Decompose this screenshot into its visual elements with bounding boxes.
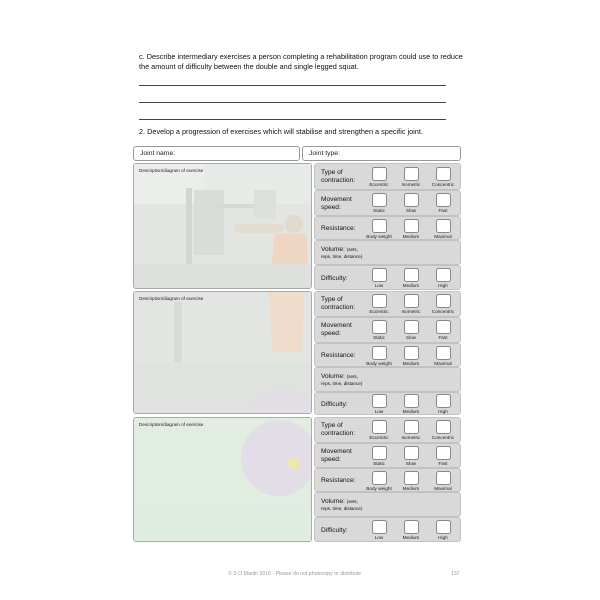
medium-difficulty-option[interactable]: Medium: [393, 268, 429, 289]
low-option[interactable]: Low: [361, 520, 397, 541]
resistance-label: Resistance:: [321, 477, 356, 484]
concentric-checkbox[interactable]: [436, 420, 451, 434]
body-weight-option[interactable]: Body weight: [361, 471, 397, 492]
contraction-row: [314, 291, 461, 317]
slow-option[interactable]: Slow: [393, 193, 429, 214]
medium-resistance-option[interactable]: Medium: [393, 471, 429, 492]
question-c-line-1: c. Describe intermediary exercises a person completing a rehabilitation program could use to reduce: [139, 52, 463, 61]
medium-difficulty-option[interactable]: Medium: [393, 520, 429, 541]
maximal-option[interactable]: Maximal: [425, 346, 461, 367]
difficulty-row: [314, 265, 461, 290]
volume-label: Volume: (sets, reps, time, distance): [321, 373, 363, 386]
contraction-label: Type of contraction:: [321, 169, 356, 184]
concentric-option[interactable]: Concentric: [425, 420, 461, 441]
gym-photo-background: [134, 292, 312, 414]
gym-photo-background: [134, 164, 312, 289]
movement-speed-label: Movement speed:: [321, 196, 352, 211]
eccentric-option[interactable]: Eccentric: [361, 167, 397, 188]
high-option[interactable]: High: [425, 394, 461, 415]
fast-checkbox[interactable]: [436, 193, 451, 207]
exercise-description-box-3[interactable]: [133, 417, 312, 542]
movement-speed-row: [314, 190, 461, 216]
low-checkbox[interactable]: [372, 268, 387, 282]
volume-row[interactable]: [314, 240, 461, 265]
resistance-label: Resistance:: [321, 225, 356, 232]
question-c: [139, 52, 463, 72]
isometric-checkbox[interactable]: [404, 294, 419, 308]
medium-resistance-checkbox[interactable]: [404, 219, 419, 233]
medium-difficulty-checkbox[interactable]: [404, 268, 419, 282]
answer-line[interactable]: [139, 85, 446, 86]
difficulty-label: Difficulty:: [321, 401, 348, 408]
description-label: Description/diagram of exercise: [139, 422, 204, 427]
volume-row[interactable]: [314, 367, 461, 392]
difficulty-label: Difficulty:: [321, 527, 348, 534]
body-weight-checkbox[interactable]: [372, 346, 387, 360]
low-checkbox[interactable]: [372, 520, 387, 534]
isometric-checkbox[interactable]: [404, 420, 419, 434]
medium-resistance-option[interactable]: Medium: [393, 219, 429, 240]
static-checkbox[interactable]: [372, 193, 387, 207]
joint-name-label: Joint name:: [140, 150, 176, 157]
description-label: Description/diagram of exercise: [139, 168, 204, 173]
body-weight-checkbox[interactable]: [372, 219, 387, 233]
movement-speed-label: Movement speed:: [321, 448, 352, 463]
static-checkbox[interactable]: [372, 320, 387, 334]
isometric-option[interactable]: Isometric: [393, 420, 429, 441]
concentric-option[interactable]: Concentric: [425, 167, 461, 188]
high-option[interactable]: High: [425, 520, 461, 541]
high-checkbox[interactable]: [436, 268, 451, 282]
medium-resistance-checkbox[interactable]: [404, 346, 419, 360]
resistance-row: [314, 216, 461, 240]
fast-option[interactable]: Fast: [425, 446, 461, 467]
eccentric-checkbox[interactable]: [372, 167, 387, 181]
medium-difficulty-option[interactable]: Medium: [393, 394, 429, 415]
eccentric-option[interactable]: Eccentric: [361, 420, 397, 441]
slow-option[interactable]: Slow: [393, 320, 429, 341]
static-option[interactable]: Static: [361, 446, 397, 467]
volume-row[interactable]: [314, 492, 461, 517]
isometric-option[interactable]: Isometric: [393, 167, 429, 188]
copyright-footer: © S O Martin 2016 - Please do not photocopy or distribute: [228, 571, 362, 577]
concentric-checkbox[interactable]: [436, 167, 451, 181]
medium-difficulty-checkbox[interactable]: [404, 394, 419, 408]
joint-name-field[interactable]: [133, 146, 300, 161]
resistance-label: Resistance:: [321, 352, 356, 359]
joint-type-label: Joint type:: [309, 150, 340, 157]
question-c-line-2: the amount of difficulty between the double and single legged squat.: [139, 62, 359, 71]
slow-checkbox[interactable]: [404, 320, 419, 334]
contraction-row: [314, 417, 461, 443]
fast-checkbox[interactable]: [436, 320, 451, 334]
answer-line[interactable]: [139, 119, 446, 120]
concentric-option[interactable]: Concentric: [425, 294, 461, 315]
eccentric-option[interactable]: Eccentric: [361, 294, 397, 315]
medium-resistance-option[interactable]: Medium: [393, 346, 429, 367]
contraction-label: Type of contraction:: [321, 422, 356, 437]
low-checkbox[interactable]: [372, 394, 387, 408]
low-option[interactable]: Low: [361, 394, 397, 415]
movement-speed-row: [314, 317, 461, 343]
medium-difficulty-checkbox[interactable]: [404, 520, 419, 534]
volume-label: Volume: (sets, reps, time, distance): [321, 498, 363, 511]
resistance-row: [314, 468, 461, 492]
volume-label: Volume: (sets, reps, time, distance): [321, 246, 363, 259]
page-number: 137: [451, 571, 460, 577]
slow-option[interactable]: Slow: [393, 446, 429, 467]
static-checkbox[interactable]: [372, 446, 387, 460]
isometric-checkbox[interactable]: [404, 167, 419, 181]
eccentric-checkbox[interactable]: [372, 420, 387, 434]
high-option[interactable]: High: [425, 268, 461, 289]
body-weight-option[interactable]: Body weight: [361, 346, 397, 367]
difficulty-row: [314, 392, 461, 415]
description-label: Description/diagram of exercise: [139, 296, 204, 301]
high-checkbox[interactable]: [436, 394, 451, 408]
concentric-checkbox[interactable]: [436, 294, 451, 308]
maximal-option[interactable]: Maximal: [425, 219, 461, 240]
resistance-row: [314, 343, 461, 367]
body-weight-option[interactable]: Body weight: [361, 219, 397, 240]
contraction-row: [314, 163, 461, 190]
joint-type-field[interactable]: [302, 146, 461, 161]
difficulty-label: Difficulty:: [321, 275, 348, 282]
body-weight-checkbox[interactable]: [372, 471, 387, 485]
slow-checkbox[interactable]: [404, 446, 419, 460]
fast-option[interactable]: Fast: [425, 320, 461, 341]
maximal-option[interactable]: Maximal: [425, 471, 461, 492]
high-checkbox[interactable]: [436, 520, 451, 534]
question-2: 2. Develop a progression of exercises which will stabilise and strengthen a specific joint.: [139, 127, 423, 136]
low-option[interactable]: Low: [361, 268, 397, 289]
slow-checkbox[interactable]: [404, 193, 419, 207]
exercise-ball-photo-background: [134, 418, 312, 542]
movement-speed-row: [314, 443, 461, 468]
contraction-label: Type of contraction:: [321, 296, 356, 311]
exercise-description-box-2[interactable]: [133, 291, 312, 414]
isometric-option[interactable]: Isometric: [393, 294, 429, 315]
maximal-checkbox[interactable]: [436, 219, 451, 233]
eccentric-checkbox[interactable]: [372, 294, 387, 308]
fast-checkbox[interactable]: [436, 446, 451, 460]
medium-resistance-checkbox[interactable]: [404, 471, 419, 485]
fast-option[interactable]: Fast: [425, 193, 461, 214]
movement-speed-label: Movement speed:: [321, 322, 352, 337]
maximal-checkbox[interactable]: [436, 346, 451, 360]
static-option[interactable]: Static: [361, 193, 397, 214]
static-option[interactable]: Static: [361, 320, 397, 341]
answer-line[interactable]: [139, 102, 446, 103]
difficulty-row: [314, 517, 461, 542]
maximal-checkbox[interactable]: [436, 471, 451, 485]
exercise-description-box-1[interactable]: [133, 163, 312, 289]
